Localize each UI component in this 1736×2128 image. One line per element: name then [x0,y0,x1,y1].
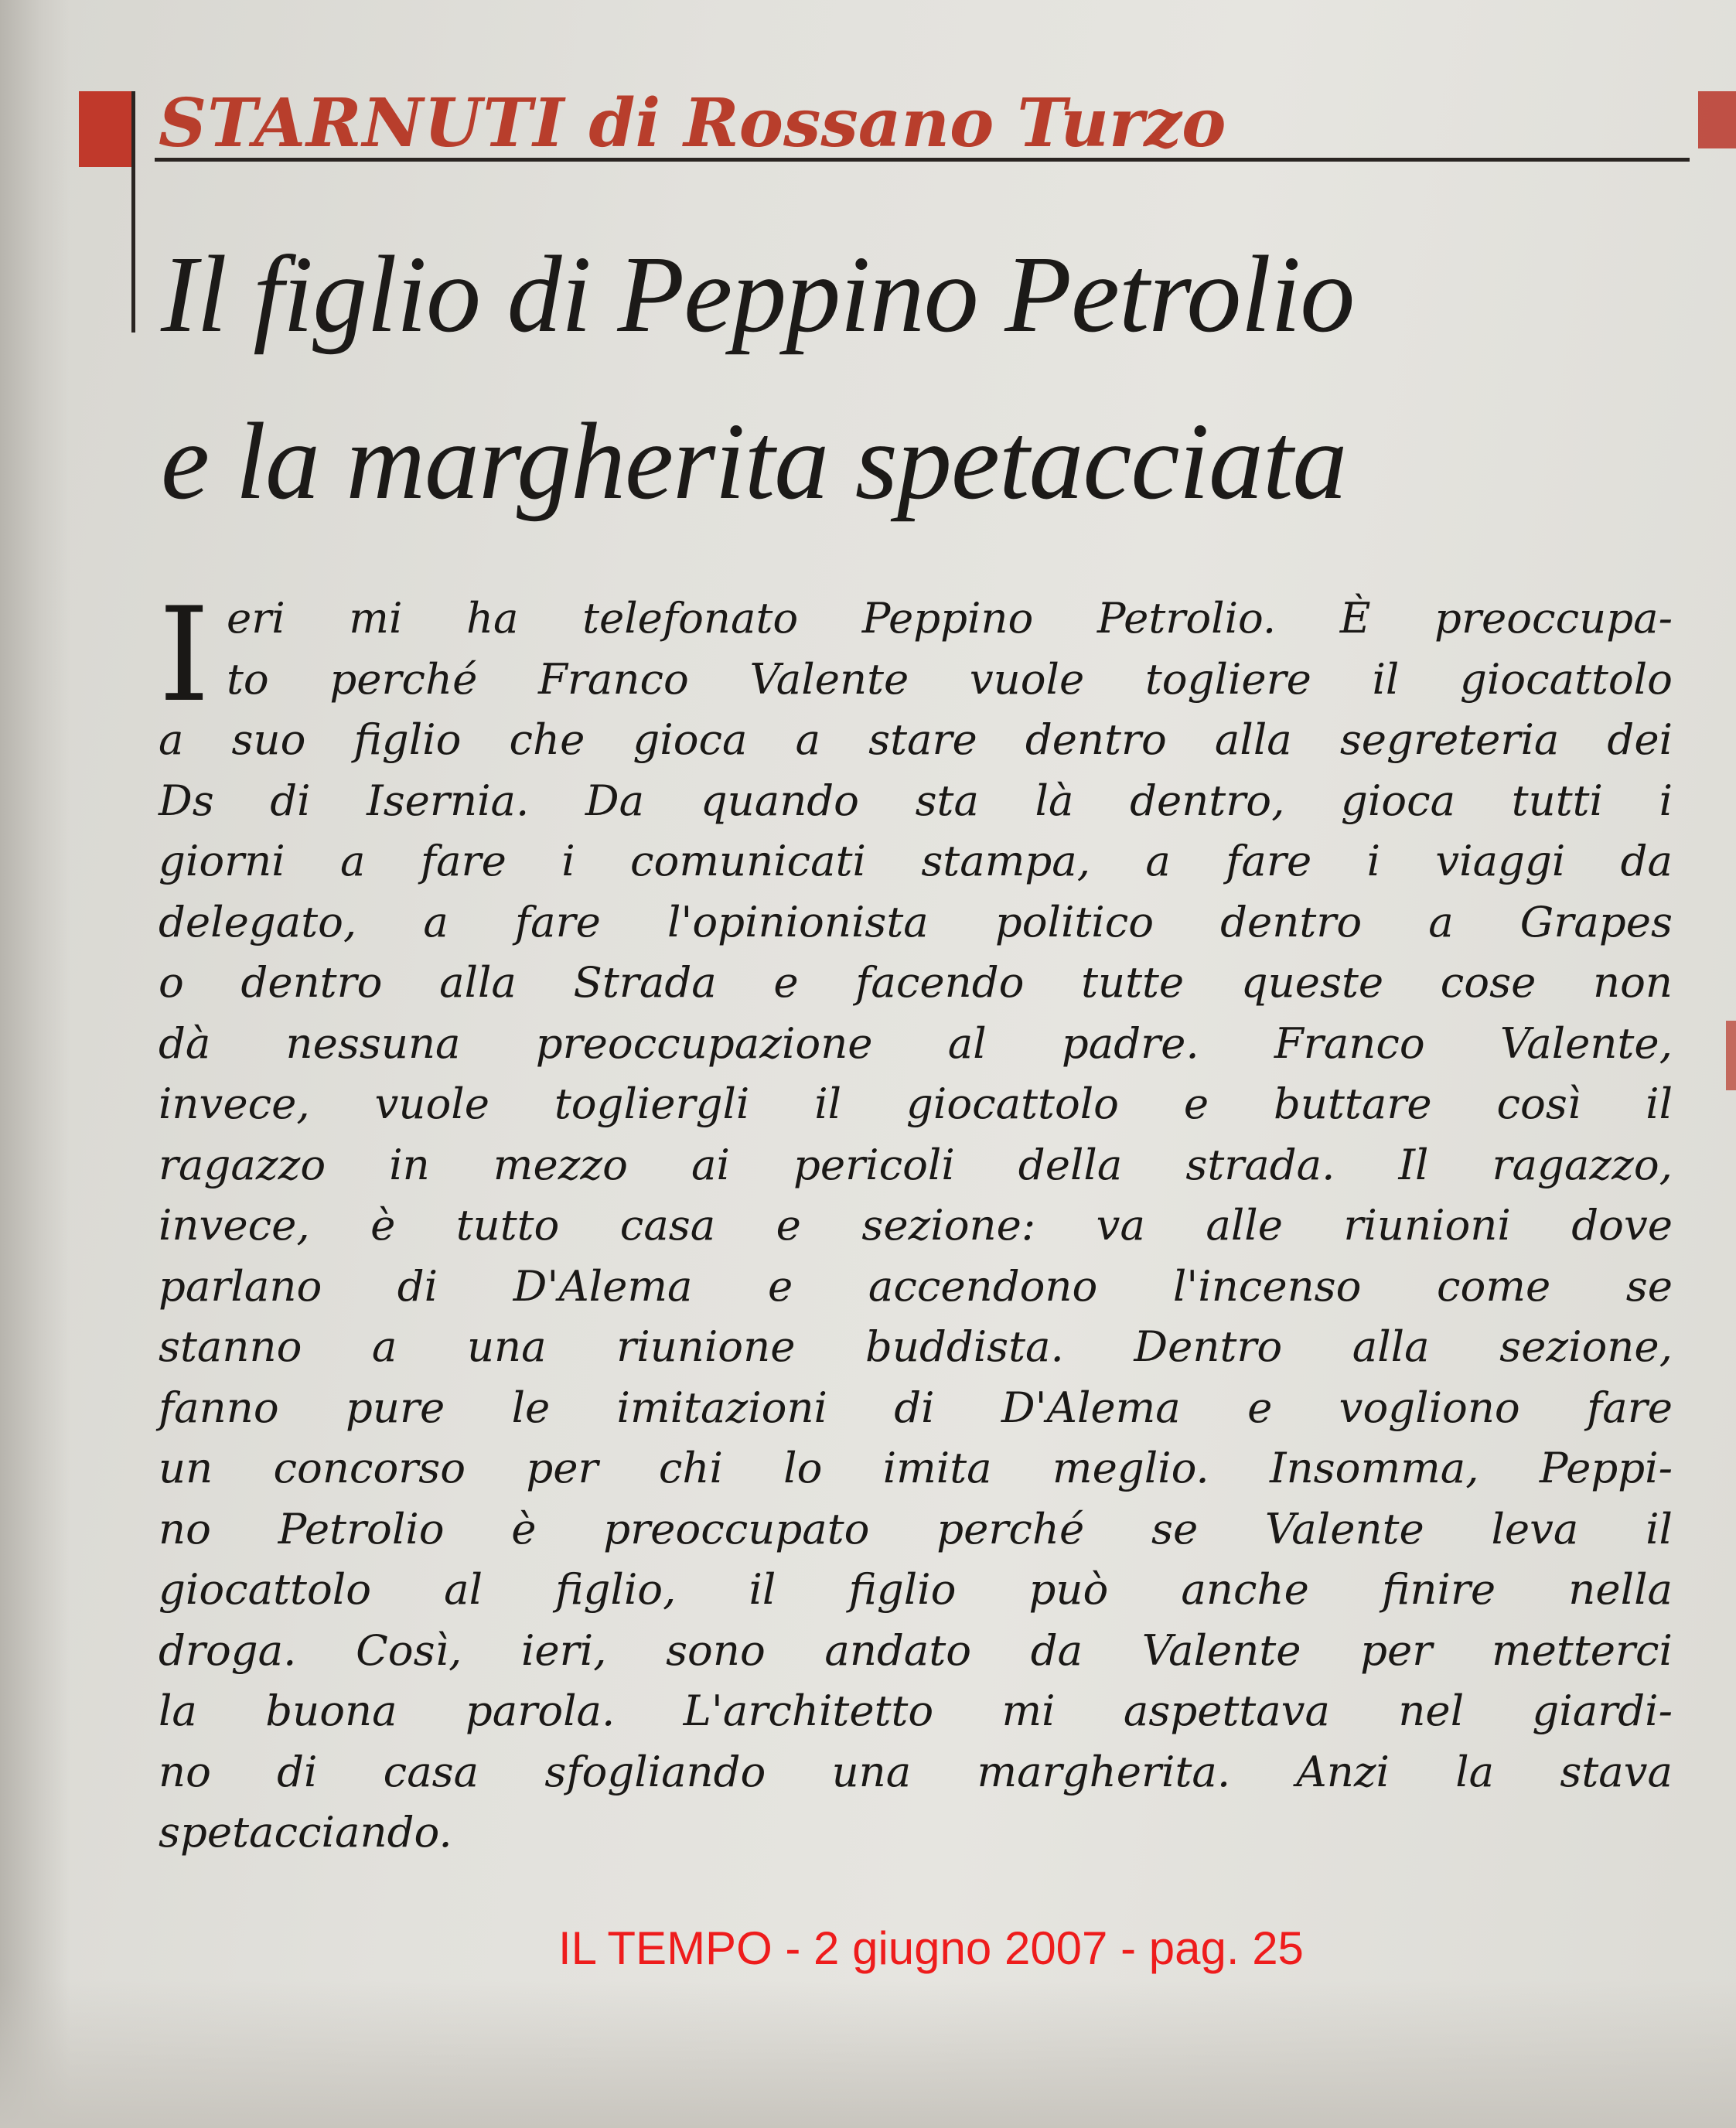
drop-cap: I [159,579,210,731]
body-line: Ds di Isernia. Da quando sta là dentro, gioca tutti i [159,775,1673,825]
body-line: no di casa sfogliando una margherita. Anzi la stava [159,1746,1673,1796]
body-line: parlano di D'Alema e accendono l'incenso come se [159,1260,1673,1311]
page-shadow-bottom [0,1980,1736,2128]
body-line: droga. Così, ieri, sono andato da Valente per metterci [159,1625,1673,1675]
body-line: spetacciando. [159,1807,452,1857]
body-line: giocattolo al figlio, il figlio può anche finire nella [159,1564,1673,1614]
column-header-red-square [79,91,131,167]
body-line: to perché Franco Valente vuole togliere il giocattolo [227,653,1673,704]
body-line: eri mi ha telefonato Peppino Petrolio. È preoccupa- [227,593,1673,643]
body-line: giorni a fare i comunicati stampa, a fare i viaggi da [159,836,1673,885]
headline-line-2: e la margherita spetacciata [161,400,1347,522]
source-caption: IL TEMPO - 2 giugno 2007 - pag. 25 [558,1922,1304,1974]
body-line: invece, è tutto casa e sezione: va alle riunioni dove [159,1200,1673,1250]
article-body [159,579,1673,1863]
body-line: o dentro alla Strada e facendo tutte queste cose non [159,957,1673,1007]
body-line: delegato, a fare l'opinionista politico dentro a Grapes [159,896,1673,946]
body-line: no Petrolio è preoccupato perché se Valente leva il [159,1503,1673,1553]
article-headline [161,210,1692,544]
body-line: la buona parola. L'architetto mi aspettava nel giardi- [159,1686,1673,1735]
headline-line-1: Il figlio di Peppino Petrolio [161,233,1355,355]
body-line: un concorso per chi lo imita meglio. Insomma, Peppi- [159,1443,1673,1492]
column-title [159,85,1226,162]
body-line: fanno pure le imitazioni di D'Alema e vogliono fare [159,1382,1673,1432]
body-line: invece, vuole togliergli il giocattolo e buttare così il [159,1079,1673,1128]
body-line: ragazzo in mezzo ai pericoli della strada. Il ragazzo, [159,1139,1673,1189]
body-line: a suo figlio che gioca a stare dentro alla segreteria dei [159,714,1673,764]
body-line: stanno a una riunione buddista. Dentro alla sezione, [159,1321,1673,1371]
column-name: STARNUTI [159,84,565,162]
column-byline: di Rossano Turzo [588,84,1226,162]
adjacent-column-red-mark-small [1726,1021,1736,1090]
adjacent-column-red-mark [1698,91,1736,148]
page-shadow-left [0,0,70,2128]
body-line: dà nessuna preoccupazione al padre. Franco Valente, [159,1018,1673,1068]
column-header-vertical-rule [131,91,135,332]
